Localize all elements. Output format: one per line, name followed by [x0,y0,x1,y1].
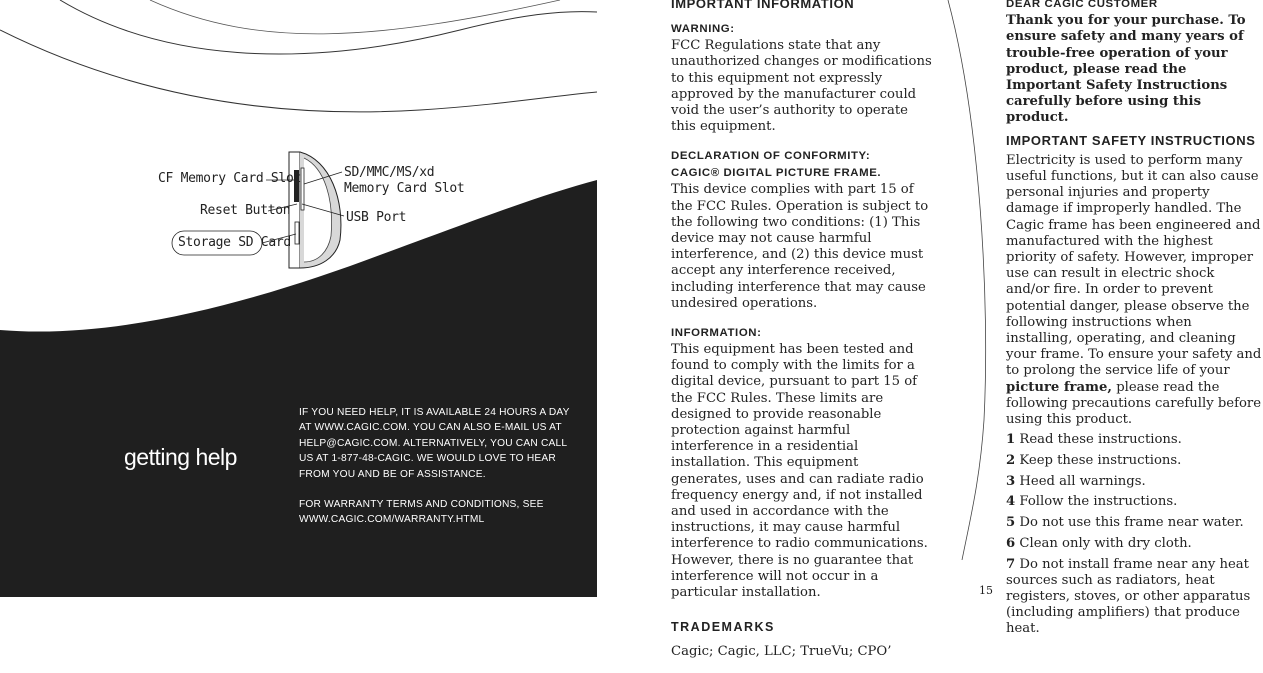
declaration-label-line2: CAGIC® DIGITAL PICTURE FRAME. [671,167,882,180]
information-label: INFORMATION: [671,327,762,340]
list-item: 5 Do not use this frame near water. [1006,515,1244,531]
decorative-curve [60,0,597,54]
storage-sd-label: Storage SD Card [178,235,291,250]
frame-side-illustration [289,152,341,268]
cf-slot-label: CF Memory Card Slot [158,171,302,186]
warranty-paragraph: FOR WARRANTY TERMS AND CONDITIONS, SEE WWW.CAGIC.COM/WARRANTY.HTML [299,499,544,526]
safety-intro-part2: please read the following precautions carefully before using this product. [1006,379,1262,428]
decorative-curve [150,0,560,34]
list-item: 7 Do not install frame near any heat sources such as radiators, heat registers, stoves, or other apparatus (including amplifiers) that produce heat. [1006,556,1251,637]
list-item: 3 Heed all warnings. [1006,473,1146,489]
trademarks-text: Cagic; Cagic, LLC; TrueVu; CPO’ [671,643,892,659]
page-divider-curve [940,0,1000,560]
page-number: 15 [979,584,993,597]
safety-intro-bold: picture frame, [1006,379,1112,395]
trademarks-label: TRADEMARKS [671,620,775,635]
reset-button-label: Reset Button [200,203,291,218]
usb-port-label: USB Port [346,210,407,225]
safety-column [1006,0,1262,642]
important-information-column [671,0,933,673]
information-text: This equipment has been tested and found to comply with the limits for a digital device, pursuant to part 15 of the FCC Rules. These limits are designed to provide reasonable protection against harmful interference in a residential installation. This equipment generates, uses and can radiate radio frequency energy and, if not installed and used in accordance with the instructions, it may cause harmful interference to radio communications. However, there is no guarantee that interference will not occur in a particular installation. [671,342,928,601]
declaration-text: This device complies with part 15 of the FCC Rules. Operation is subject to the following two conditions: (1) This device may not cause harmful interference, and (2) this device must accept any interference received, including interference that may cause undesired operations. [671,182,929,311]
list-item: 2 Keep these instructions. [1006,452,1182,468]
list-item: 4 Follow the instructions. [1006,494,1178,510]
list-item: 6 Clean only with dry cloth. [1006,535,1192,551]
thanks-text: Thank you for your purchase. To ensure safety and many years of trouble-free operation of your product, please read the Important Safety Instructions carefully before using this product. [1006,13,1246,126]
declaration-label-line1: DECLARATION OF CONFORMITY: [671,150,871,163]
warning-text: FCC Regulations state that any unauthorized changes or modifications to this equipment not expressly approved by the manufacturer could void the user’s authority to operate this equipment. [671,38,932,135]
list-item: 1 Read these instructions. [1006,432,1182,448]
sd-mmc-label-line1: SD/MMC/MS/xd [344,165,435,180]
decorative-curve [0,30,597,112]
dear-customer-heading: DEAR CAGIC CUSTOMER [1006,0,1158,10]
getting-help-text [299,405,571,543]
safety-instructions-heading: IMPORTANT SAFETY INSTRUCTIONS [1006,132,1256,148]
help-paragraph: IF YOU NEED HELP, IT IS AVAILABLE 24 HOURS A DAY AT WWW.CAGIC.COM. YOU CAN ALSO E-MAIL US AT HELP@CAGIC.COM. ALTERNATIVELY, YOU CAN CALL US AT 1-877-48-CAGIC. WE WOULD LOVE TO HEAR FROM YOU AND BE OF ASSISTANCE. [299,407,570,480]
sd-mmc-label-line2: Memory Card Slot [344,181,465,196]
important-information-heading: IMPORTANT INFORMATION [671,0,855,11]
safety-intro [1006,153,1262,428]
getting-help-title: getting help [124,444,237,470]
getting-help-page [0,0,597,597]
safety-intro-part1: Electricity is used to perform many useful functions, but it can also cause personal injuries and property damage if improperly handled. The Cagic frame has been engineered and manufactured with the highest priority of safety. However, improper use can result in electric shock and/or fire. In order to prevent potential danger, please observe the following instructions when installing, operating, and cleaning your frame. To ensure your safety and to prolong the service life of your [1006,152,1262,379]
warning-label: WARNING: [671,23,735,36]
safety-list [1006,432,1262,637]
